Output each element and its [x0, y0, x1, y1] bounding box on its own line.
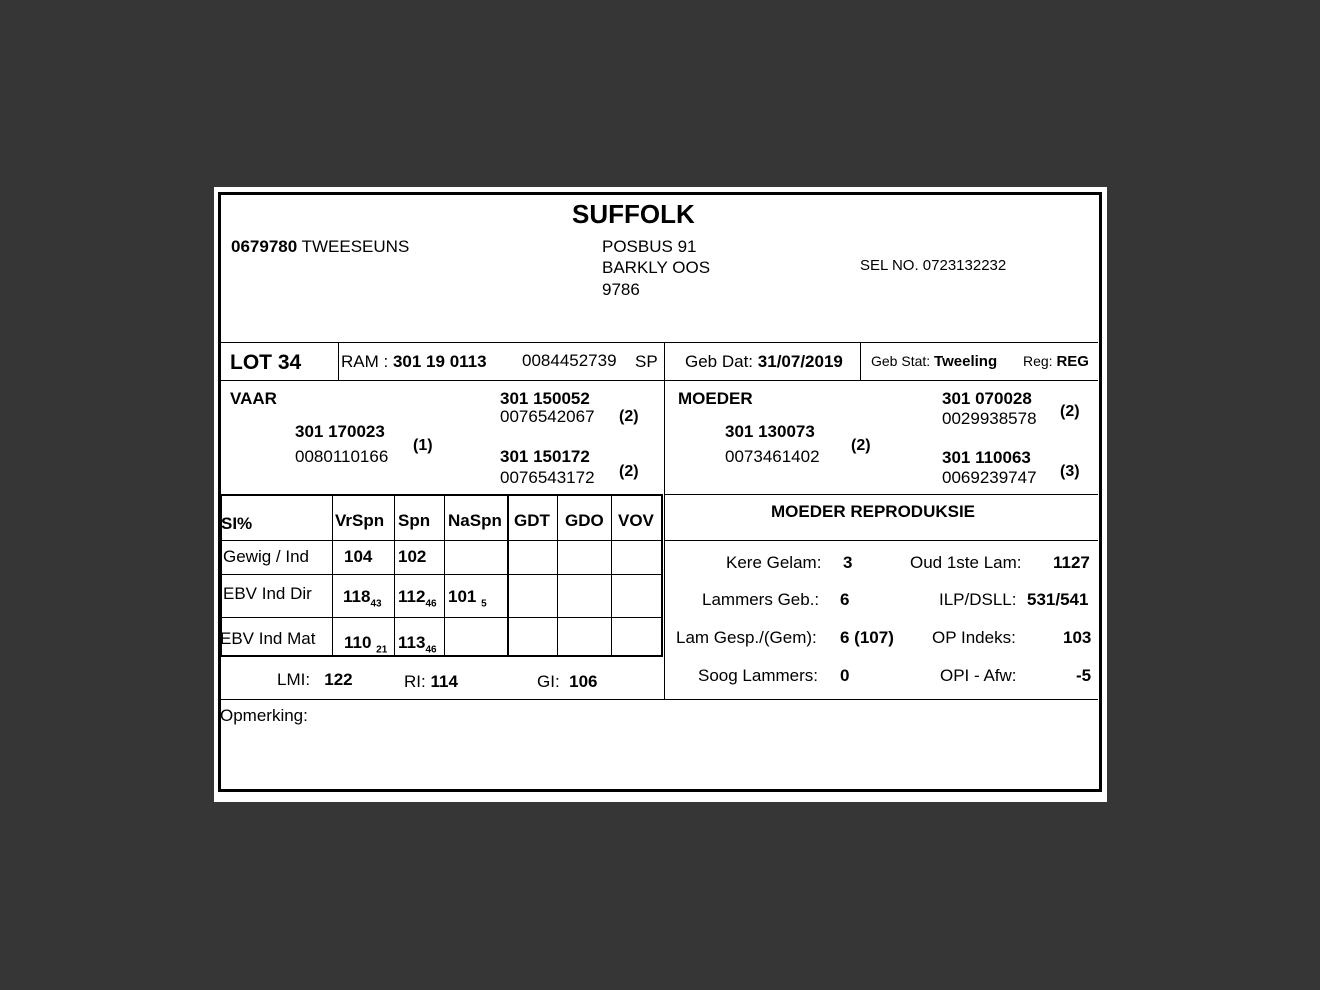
gi [537, 672, 598, 692]
cell-vrspn: 104 [344, 547, 373, 566]
ri-value: 114 [430, 672, 458, 691]
birth-value: 31/07/2019 [757, 352, 843, 371]
divider-header [220, 342, 1098, 343]
divider-lot-row [220, 380, 1098, 381]
owner [231, 237, 409, 257]
divider-remarks [220, 699, 1098, 700]
header-gdo: GDO [565, 511, 604, 530]
op-label: OP Indeks: [932, 628, 1016, 647]
divider [394, 494, 395, 657]
divider [611, 494, 612, 657]
dam-sire-reg: 0029938578 [942, 409, 1037, 428]
cell-vrspn: 110 $_{21}$ [344, 633, 388, 656]
header-gdt: GDT [514, 511, 550, 530]
birth-status [871, 353, 997, 370]
dam-sire-id: 301 070028 [942, 389, 1032, 408]
ilp-label: ILP/DSLL: [939, 590, 1017, 609]
registration [1023, 353, 1089, 370]
row-label: EBV Ind Mat [220, 629, 316, 648]
card-frame [218, 192, 1102, 792]
lammers-geb-value: 6 [840, 590, 850, 609]
registration-label: Reg: [1023, 353, 1053, 369]
birth-label: Geb Dat: [685, 352, 754, 371]
divider [338, 342, 339, 380]
lot-card [214, 187, 1107, 802]
header-spn: Spn [398, 511, 431, 530]
dam-dam-count: (3) [1060, 463, 1080, 480]
divider [220, 574, 663, 575]
registration-value: REG [1056, 353, 1089, 370]
kere-gelam-value: 3 [843, 553, 853, 572]
dam-label: MOEDER [678, 389, 753, 408]
dam-count: (2) [851, 437, 871, 454]
lmi [277, 670, 353, 690]
cell-spn: $112_{46}$ [398, 587, 437, 610]
ram-id: 301 19 0113 [392, 352, 487, 371]
row-label: Gewig / Ind [223, 547, 309, 566]
divider-pedigree [664, 494, 1098, 495]
divider [507, 494, 509, 657]
soog-value: 0 [840, 666, 850, 685]
sire-reg: 0080110166 [295, 447, 389, 466]
owner-number: 0679780 [231, 237, 298, 256]
ram-suffix: SP [635, 352, 658, 371]
lam-gesp-value: 6 (107) [840, 628, 894, 647]
lot-label: LOT 34 [230, 351, 302, 374]
opi-label: OPI - Afw: [940, 666, 1017, 685]
divider [220, 540, 663, 541]
phone-number: SEL NO. 0723132232 [860, 257, 1007, 274]
birth-date [685, 352, 843, 372]
birth-status-value: Tweeling [934, 353, 998, 370]
sire-sire-id: 301 150052 [500, 389, 590, 408]
birth-status-label: Geb Stat: [871, 353, 931, 369]
divider [557, 494, 558, 657]
row-label: EBV Ind Dir [223, 584, 312, 603]
lmi-label: LMI: [277, 670, 311, 689]
op-value: 103 [1063, 628, 1092, 647]
header-vov: VOV [618, 511, 654, 530]
header-naspn: NaSpn [448, 511, 502, 530]
divider [444, 494, 445, 657]
remarks-label: Opmerking: [220, 706, 308, 725]
divider [332, 494, 333, 657]
oud-value: 1127 [1053, 553, 1090, 572]
divider [664, 540, 1098, 541]
sire-sire-count: (2) [619, 408, 639, 425]
sire-id: 301 170023 [295, 422, 385, 441]
sire-dam-count: (2) [619, 463, 639, 480]
sire-dam-id: 301 150172 [500, 447, 590, 466]
dam-dam-id: 301 110063 [942, 448, 1031, 467]
owner-name: TWEESEUNS [301, 237, 410, 256]
ri [404, 672, 458, 692]
cell-spn: 102 [398, 547, 427, 566]
dam-reg: 0073461402 [725, 447, 820, 466]
reproduction-title: MOEDER REPRODUKSIE [771, 502, 976, 521]
address-line1: POSBUS 91 [602, 237, 697, 256]
kere-gelam-label: Kere Gelam: [726, 553, 822, 572]
sire-label: VAAR [230, 389, 277, 408]
lam-gesp-label: Lam Gesp./(Gem): [676, 628, 817, 647]
sire-count: (1) [413, 437, 433, 454]
dam-dam-reg: 0069239747 [942, 468, 1037, 487]
divider [664, 342, 665, 380]
dam-sire-count: (2) [1060, 403, 1080, 420]
ram-label: RAM : [341, 352, 389, 371]
cell-spn: $113_{46}$ [398, 633, 437, 656]
ram-info [341, 352, 487, 372]
address-line2: BARKLY OOS [602, 258, 711, 277]
gi-label: GI: [537, 672, 560, 691]
header-si: SI% [221, 514, 253, 533]
opi-value: -5 [1076, 666, 1092, 685]
cell-naspn: 101 $_5$ [448, 587, 487, 610]
ram-reg-no: 0084452739 [522, 351, 617, 370]
soog-label: Soog Lammers: [698, 666, 818, 685]
lmi-value: 122 [324, 670, 353, 689]
dam-id: 301 130073 [725, 422, 815, 441]
oud-label: Oud 1ste Lam: [910, 553, 1022, 572]
ri-label: RI: [404, 672, 426, 691]
divider [220, 617, 663, 618]
header-vrspn: VrSpn [335, 511, 385, 530]
lammers-geb-label: Lammers Geb.: [702, 590, 820, 609]
sire-sire-reg: 0076542067 [500, 407, 595, 426]
gi-value: 106 [569, 672, 598, 691]
breed-title: SUFFOLK [572, 199, 695, 229]
lot-number: 34 [277, 351, 302, 374]
address-code: 9786 [602, 280, 640, 299]
sire-dam-reg: 0076543172 [500, 468, 595, 487]
divider [860, 342, 861, 380]
cell-vrspn: $118_{43}$ [343, 587, 382, 610]
ilp-value: 531/541 [1027, 590, 1089, 609]
